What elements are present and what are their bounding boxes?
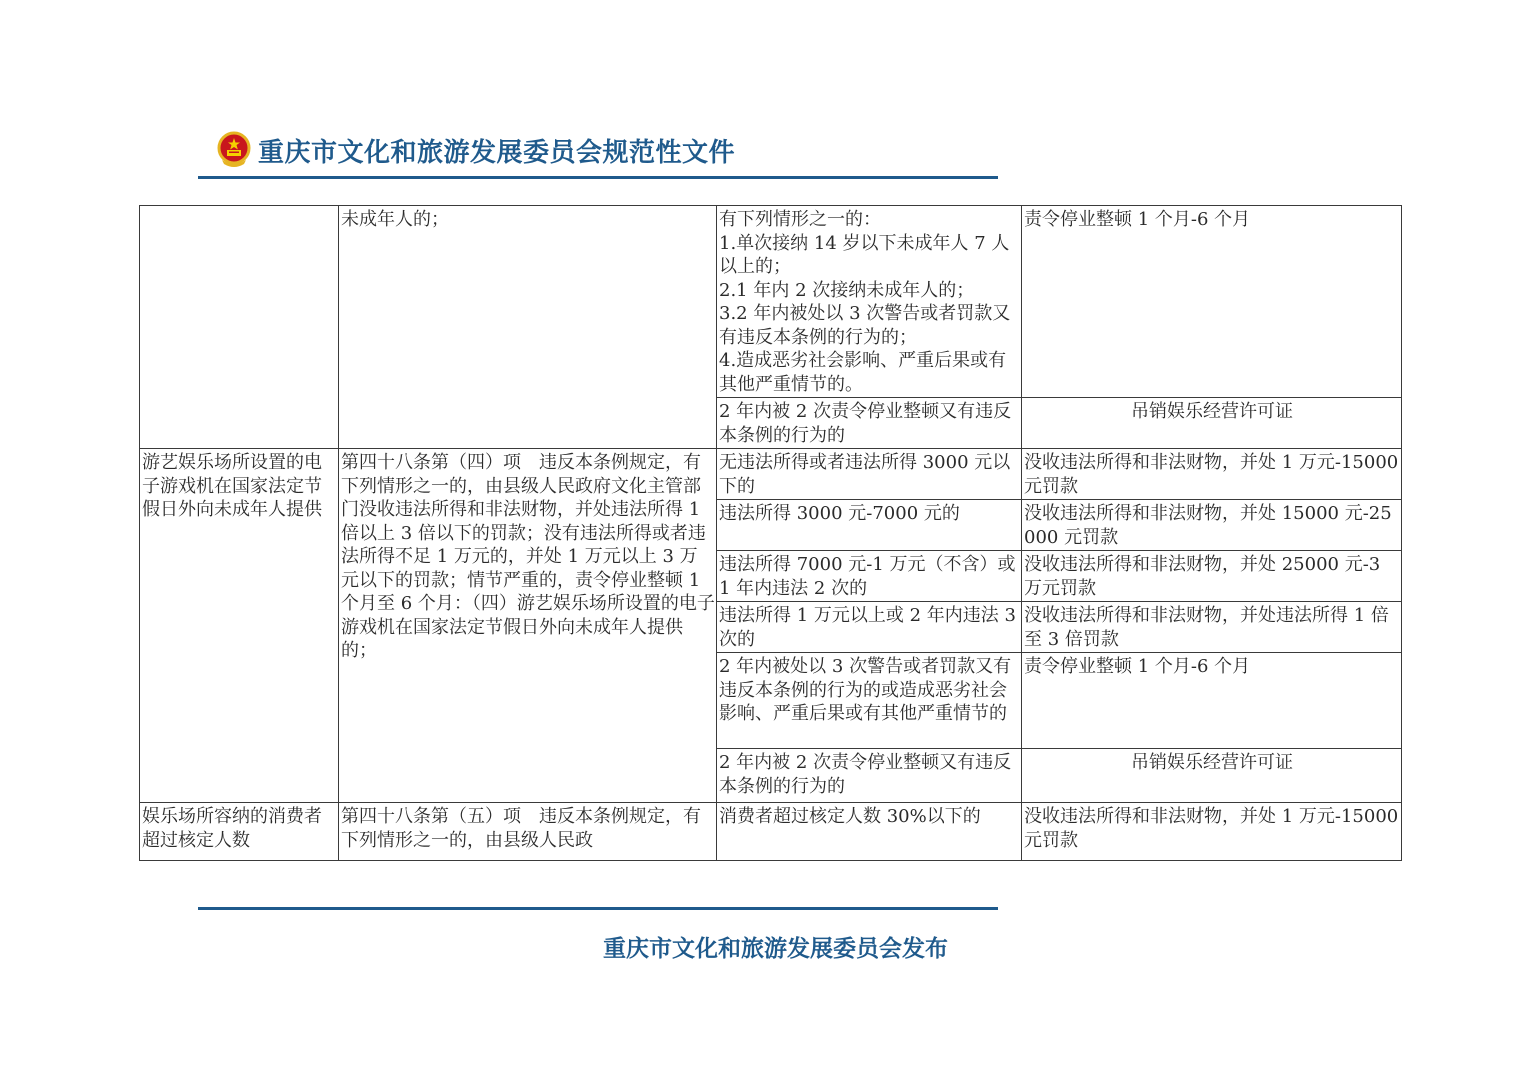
penalty-cell: 责令停业整顿 1 个月-6 个月 bbox=[1022, 653, 1402, 749]
basis-cell: 第四十八条第（五）项 违反本条例规定，有下列情形之一的，由县级人民政 bbox=[339, 803, 717, 861]
national-emblem-icon bbox=[216, 130, 252, 170]
condition-line: 2.1 年内 2 次接纳未成年人的； bbox=[719, 279, 975, 301]
penalty-cell: 责令停业整顿 1 个月-6 个月 bbox=[1022, 206, 1402, 398]
condition-cell: 消费者超过核定人数 30%以下的 bbox=[717, 803, 1022, 861]
table-row bbox=[140, 803, 1402, 861]
condition-line: 1.单次接纳 14 岁以下未成年人 7 人以上的； bbox=[719, 232, 1010, 277]
behavior-cell bbox=[140, 206, 339, 449]
table-row bbox=[140, 449, 1402, 500]
table-row bbox=[140, 206, 1402, 398]
behavior-cell: 娱乐场所容纳的消费者超过核定人数 bbox=[140, 803, 339, 861]
condition-cell bbox=[717, 206, 1022, 398]
document-header bbox=[216, 130, 735, 170]
penalty-cell: 没收违法所得和非法财物，并处违法所得 1 倍至 3 倍罚款 bbox=[1022, 602, 1402, 653]
basis-cell: 第四十八条第（四）项 违反本条例规定，有下列情形之一的，由县级人民政府文化主管部门没收违法所得和非法财物，并处违法所得 1 倍以上 3 倍以下的罚款；没有违法所得或者违法所得不足 1 万元的，并处 1 万元以上 3 万元以下的罚款；情节严重的，责令停业整顿 1 个月至 6 个月：（四）游艺娱乐场所设置的电子游戏机在国家法定节假日外向未成年人提供的； bbox=[339, 449, 717, 803]
condition-line: 3.2 年内被处以 3 次警告或者罚款又有违反本条例的行为的； bbox=[719, 303, 1011, 348]
condition-cell: 违法所得 7000 元-1 万元（不含）或 1 年内违法 2 次的 bbox=[717, 551, 1022, 602]
document-header-title: 重庆市文化和旅游发展委员会规范性文件 bbox=[258, 137, 736, 168]
condition-cell: 违法所得 1 万元以上或 2 年内违法 3 次的 bbox=[717, 602, 1022, 653]
header-rule bbox=[198, 176, 998, 179]
condition-cell: 违法所得 3000 元-7000 元的 bbox=[717, 500, 1022, 551]
penalty-cell: 没收违法所得和非法财物，并处 1 万元-15000 元罚款 bbox=[1022, 449, 1402, 500]
condition-cell: 2 年内被 2 次责令停业整顿又有违反本条例的行为的 bbox=[717, 398, 1022, 449]
condition-line: 4.造成恶劣社会影响、严重后果或有其他严重情节的。 bbox=[719, 350, 1007, 395]
condition-cell: 2 年内被 2 次责令停业整顿又有违反本条例的行为的 bbox=[717, 749, 1022, 803]
condition-cell: 无违法所得或者违法所得 3000 元以下的 bbox=[717, 449, 1022, 500]
penalty-table bbox=[139, 205, 1402, 861]
basis-cell: 未成年人的； bbox=[339, 206, 717, 449]
condition-line: 有下列情形之一的： bbox=[719, 209, 881, 230]
behavior-cell: 游艺娱乐场所设置的电子游戏机在国家法定节假日外向未成年人提供 bbox=[140, 449, 339, 803]
penalty-cell: 吊销娱乐经营许可证 bbox=[1022, 398, 1402, 449]
footer-rule bbox=[198, 907, 998, 910]
condition-cell: 2 年内被处以 3 次警告或者罚款又有违反本条例的行为的或造成恶劣社会影响、严重后果或有其他严重情节的 bbox=[717, 653, 1022, 749]
penalty-cell: 吊销娱乐经营许可证 bbox=[1022, 749, 1402, 803]
penalty-cell: 没收违法所得和非法财物，并处 25000 元-3 万元罚款 bbox=[1022, 551, 1402, 602]
document-footer-title: 重庆市文化和旅游发展委员会发布 bbox=[603, 935, 948, 962]
penalty-cell: 没收违法所得和非法财物，并处 1 万元-15000 元罚款 bbox=[1022, 803, 1402, 861]
penalty-cell: 没收违法所得和非法财物，并处 15000 元-25000 元罚款 bbox=[1022, 500, 1402, 551]
